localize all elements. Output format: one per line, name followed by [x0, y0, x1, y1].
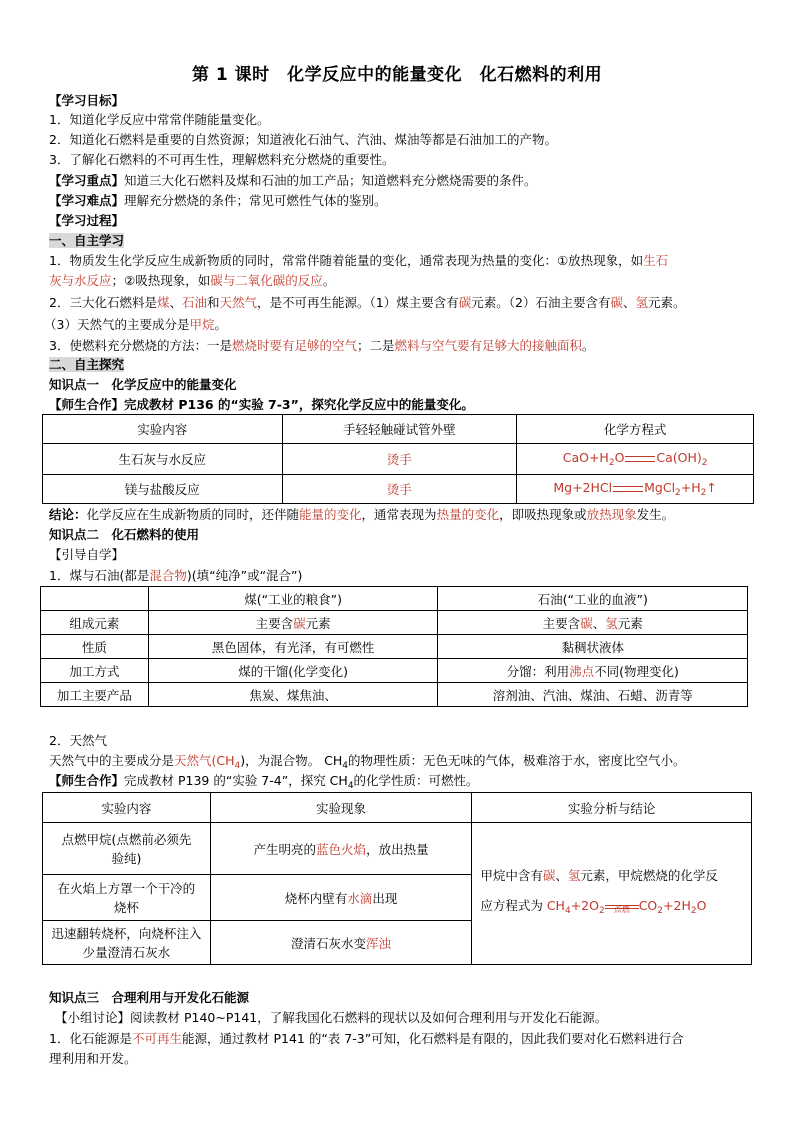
guide-heading: 【引导自学】: [49, 547, 125, 562]
table-header-row: [43, 415, 754, 444]
knowledge-point-3: 知识点三 合理利用与开发化石能源: [49, 990, 250, 1005]
equals-sign-icon: [625, 456, 655, 462]
table-header: 手轻轻触碰试管外壁: [282, 415, 517, 444]
table-row: 镁与盐酸反应 烫手 Mg+2HCl $MgCl_2+H_2↑$: [43, 475, 754, 504]
section1-p2-line1: 2．三大化石燃料是煤、石油和天然气，是不可再生能源。（1）煤主要含有碳元素。（2）石油主要含有碳、氢元素。: [49, 295, 686, 310]
group-discussion: 【小组讨论】阅读教材 P140~P141，了解我国化石燃料的现状以及如何合理利用与开发化石能源。: [55, 1010, 608, 1025]
question-1: 1．煤与石油(都是混合物)(填“纯净”或“混合”): [49, 568, 303, 583]
conclusion: 结论：化学反应在生成新物质的同时，还伴随能量的变化，通常表现为热量的变化，即吸热现象或放热现象发生。: [49, 507, 675, 522]
section1-heading: 一、自主学习: [49, 233, 125, 248]
difficulty: [49, 191, 759, 210]
process-heading: 【学习过程】: [49, 213, 125, 228]
equation-cao: $CaO+H_2O$ $Ca(OH)_2$: [517, 444, 754, 475]
table-row: 迅速翻转烧杯，向烧杯注入少量澄清石灰水 澄清石灰水变浑浊: [43, 921, 752, 965]
knowledge-point-1: 知识点一 化学反应中的能量变化: [49, 377, 237, 392]
difficulty-label: 【学习难点】: [49, 193, 125, 208]
last-paragraph-line2: 理利用和开发。: [49, 1051, 137, 1066]
gas-title: 2．天然气: [49, 733, 107, 748]
coal-oil-table: [40, 586, 748, 707]
key-point-text: 知道三大化石燃料及煤和石油的加工产品；知道燃料充分燃烧需要的条件。: [124, 173, 537, 188]
table-header: 实验分析与结论: [472, 793, 752, 823]
equals-sign-icon: [613, 486, 643, 492]
table-header: 化学方程式: [517, 415, 754, 444]
gas-line: 天然气中的主要成分是天然气$(CH_4)$，为混合物。 $CH_4$的物理性质：无色无味的气体，极难溶于水，密度比空气小。: [49, 753, 686, 771]
page-title: 第 1 课时 化学反应中的能量变化 化石燃料的利用: [191, 65, 603, 85]
ignition-equals-icon: 点燃: [605, 901, 639, 913]
table-row: 生石灰与水反应 烫手 $CaO+H_2O$ $Ca(OH)_2$: [43, 444, 754, 475]
knowledge-point-2: 知识点二 化石燃料的使用: [49, 527, 200, 542]
last-paragraph-line1: 1．化石能源是不可再生能源，通过教材 P141 的“表 7-3”可知，化石燃料是有限的，因此我们要对化石燃料进行合: [49, 1031, 684, 1046]
section1-p3: 3．使燃料充分燃烧的方法：一是燃烧时要有足够的空气；二是燃料与空气要有足够大的接触面积。: [49, 338, 595, 353]
table-row: 加工方式 煤的干馏(化学变化) 分馏：利用沸点不同(物理变化): [41, 659, 748, 683]
table-header-row: [41, 587, 748, 611]
table-header-row: [43, 793, 752, 823]
table-header: 实验内容: [43, 415, 283, 444]
methane-experiment-table: [42, 792, 752, 965]
energy-experiment-table: [42, 414, 754, 504]
equation-mg: Mg+2HCl $MgCl_2+H_2↑$: [517, 475, 754, 504]
goals-heading: 【学习目标】: [49, 93, 125, 108]
analysis-cell: 甲烷中含有碳、氢元素，甲烷燃烧的化学反 应方程式为 $CH_4+2O_2$ 点燃 $CO_2+2H_2O$: [472, 823, 752, 965]
difficulty-text: 理解充分燃烧的条件；常见可燃性气体的鉴别。: [124, 193, 387, 208]
table-row: 性质 黑色固体，有光泽，有可燃性 黏稠状液体: [41, 635, 748, 659]
table-header: 实验内容: [43, 793, 211, 823]
coop-1: 【师生合作】完成教材 P136 的“实验 7-3”，探究化学反应中的能量变化。: [49, 397, 474, 412]
goal-item: 2．知道化石燃料是重要的自然资源；知道液化石油气、汽油、煤油等都是石油加工的产物。: [49, 132, 557, 147]
methane-equation: $CH_4+2O_2$ 点燃 $CO_2+2H_2O$: [546, 898, 707, 916]
key-point: [49, 171, 759, 190]
section1-p1-line1: 1．物质发生化学反应生成新物质的同时，常常伴随着能量的变化，通常表现为热量的变化：①放热现象，如生石: [49, 253, 669, 268]
table-header: 石油(“工业的血液”): [438, 587, 748, 611]
table-row: 组成元素 主要含碳元素 主要含碳、氢元素: [41, 611, 748, 635]
section2-heading: 二、自主探究: [49, 357, 125, 372]
goal-item: 3．了解化石燃料的不可再生性，理解燃料充分燃烧的重要性。: [49, 152, 395, 167]
table-row: 在火焰上方罩一个干冷的烧杯 烧杯内壁有水滴出现: [43, 875, 752, 921]
table-row: 点燃甲烷(点燃前必须先验纯) 产生明亮的蓝色火焰，放出热量 甲烷中含有碳、氢元素，甲烷燃烧的化学反 应方程式为 $CH_4+2O_2$ 点燃 $CO_2+2H_2O$: [43, 823, 752, 875]
table-header: 实验现象: [210, 793, 472, 823]
table-row: 加工主要产品 焦炭、煤焦油、 溶剂油、汽油、煤油、石蜡、沥青等: [41, 683, 748, 707]
section1-p1-line2: 灰与水反应；②吸热现象，如碳与二氧化碳的反应。: [49, 273, 336, 288]
coop-2: 【师生合作】完成教材 P139 的“实验 7-4”，探究 $CH_4$的化学性质：可燃性。: [49, 773, 479, 791]
goal-item: 1．知道化学反应中常常伴随能量变化。: [49, 112, 270, 127]
table-header: 煤(“工业的粮食”): [148, 587, 438, 611]
section1-p2-line2: （3）天然气的主要成分是甲烷。: [44, 317, 227, 332]
key-point-label: 【学习重点】: [49, 173, 125, 188]
